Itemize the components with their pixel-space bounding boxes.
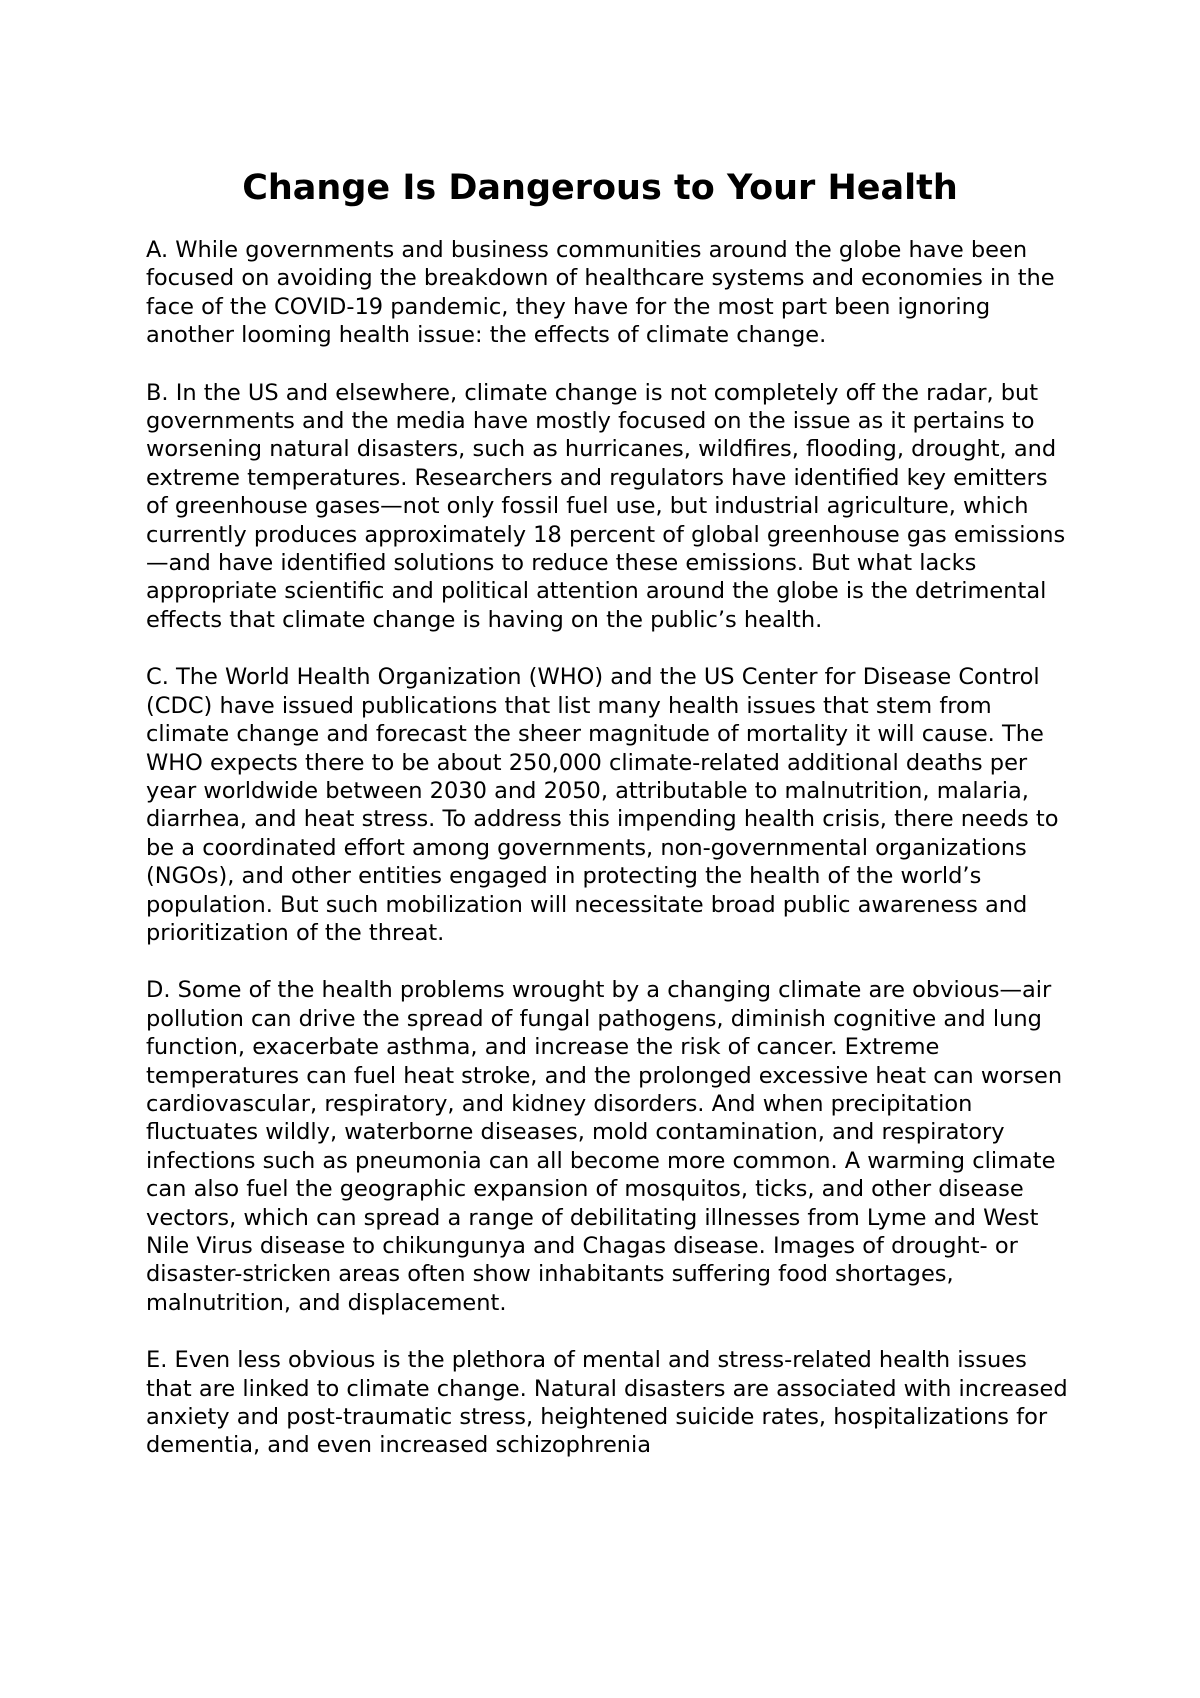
paragraph-a: A. While governments and business communities around the globe have been focused on avoiding the breakdown of healthcare systems and economies in the face of the COVID-19 pandemic, they have for the most part been ignoring another looming health issue: the effects of climate change. xyxy=(146,237,1055,349)
paragraph-c: C. The World Health Organization (WHO) and the US Center for Disease Control (CDC) have issued publications that list many health issues that stem from climate change and forecast the sheer magnitude of mortality it will cause. The WHO expects there to be about 250,000 climate-related additional deaths per year worldwide between 2030 and 2050, attributable to malnutrition, malaria, diarrhea, and heat stress. To address this impending health crisis, there needs to be a coordinated effort among governments, non-governmental organizations (NGOs), and other entities engaged in protecting the health of the world’s population. But such mobilization will necessitate broad public awareness and prioritization of the threat. xyxy=(146,664,1059,946)
paragraph-e: E. Even less obvious is the plethora of mental and stress-related health issues that are linked to climate change. Natural disasters are associated with increased anxiety and post-traumatic stress, heightened suicide rates, hospitalizations for dementia, and even increased schizophrenia xyxy=(146,1347,1068,1459)
document-title: Change Is Dangerous to Your Health xyxy=(242,168,958,208)
paragraph-d: D. Some of the health problems wrought by a changing climate are obvious—air pollution can drive the spread of fungal pathogens, diminish cognitive and lung function, exacerbate asthma, and increase the risk of cancer. Extreme temperatures can fuel heat stroke, and the prolonged excessive heat can worsen cardiovascular, respiratory, and kidney disorders. And when precipitation fluctuates wildly, waterborne diseases, mold contamination, and respiratory infections such as pneumonia can all become more common. A warming climate can also fuel the geographic expansion of mosquitos, ticks, and other disease vectors, which can spread a range of debilitating illnesses from Lyme and West Nile Virus disease to chikungunya and Chagas disease. Images of drought- or disaster-stricken areas often show inhabitants suffering food shortages, malnutrition, and displacement. xyxy=(146,977,1063,1316)
paragraph-b: B. In the US and elsewhere, climate change is not completely off the radar, but governments and the media have mostly focused on the issue as it pertains to worsening natural disasters, such as hurricanes, wildfires, flooding, drought, and extreme temperatures. Researchers and regulators have identified key emitters of greenhouse gases—not only fossil fuel use, but industrial agriculture, which currently produces approximately 18 percent of global greenhouse gas emissions—and have identified solutions to reduce these emissions. But what lacks appropriate scientific and political attention around the globe is the detrimental effects that climate change is having on the public’s health. xyxy=(146,379,1066,633)
document-body xyxy=(146,236,1076,1489)
